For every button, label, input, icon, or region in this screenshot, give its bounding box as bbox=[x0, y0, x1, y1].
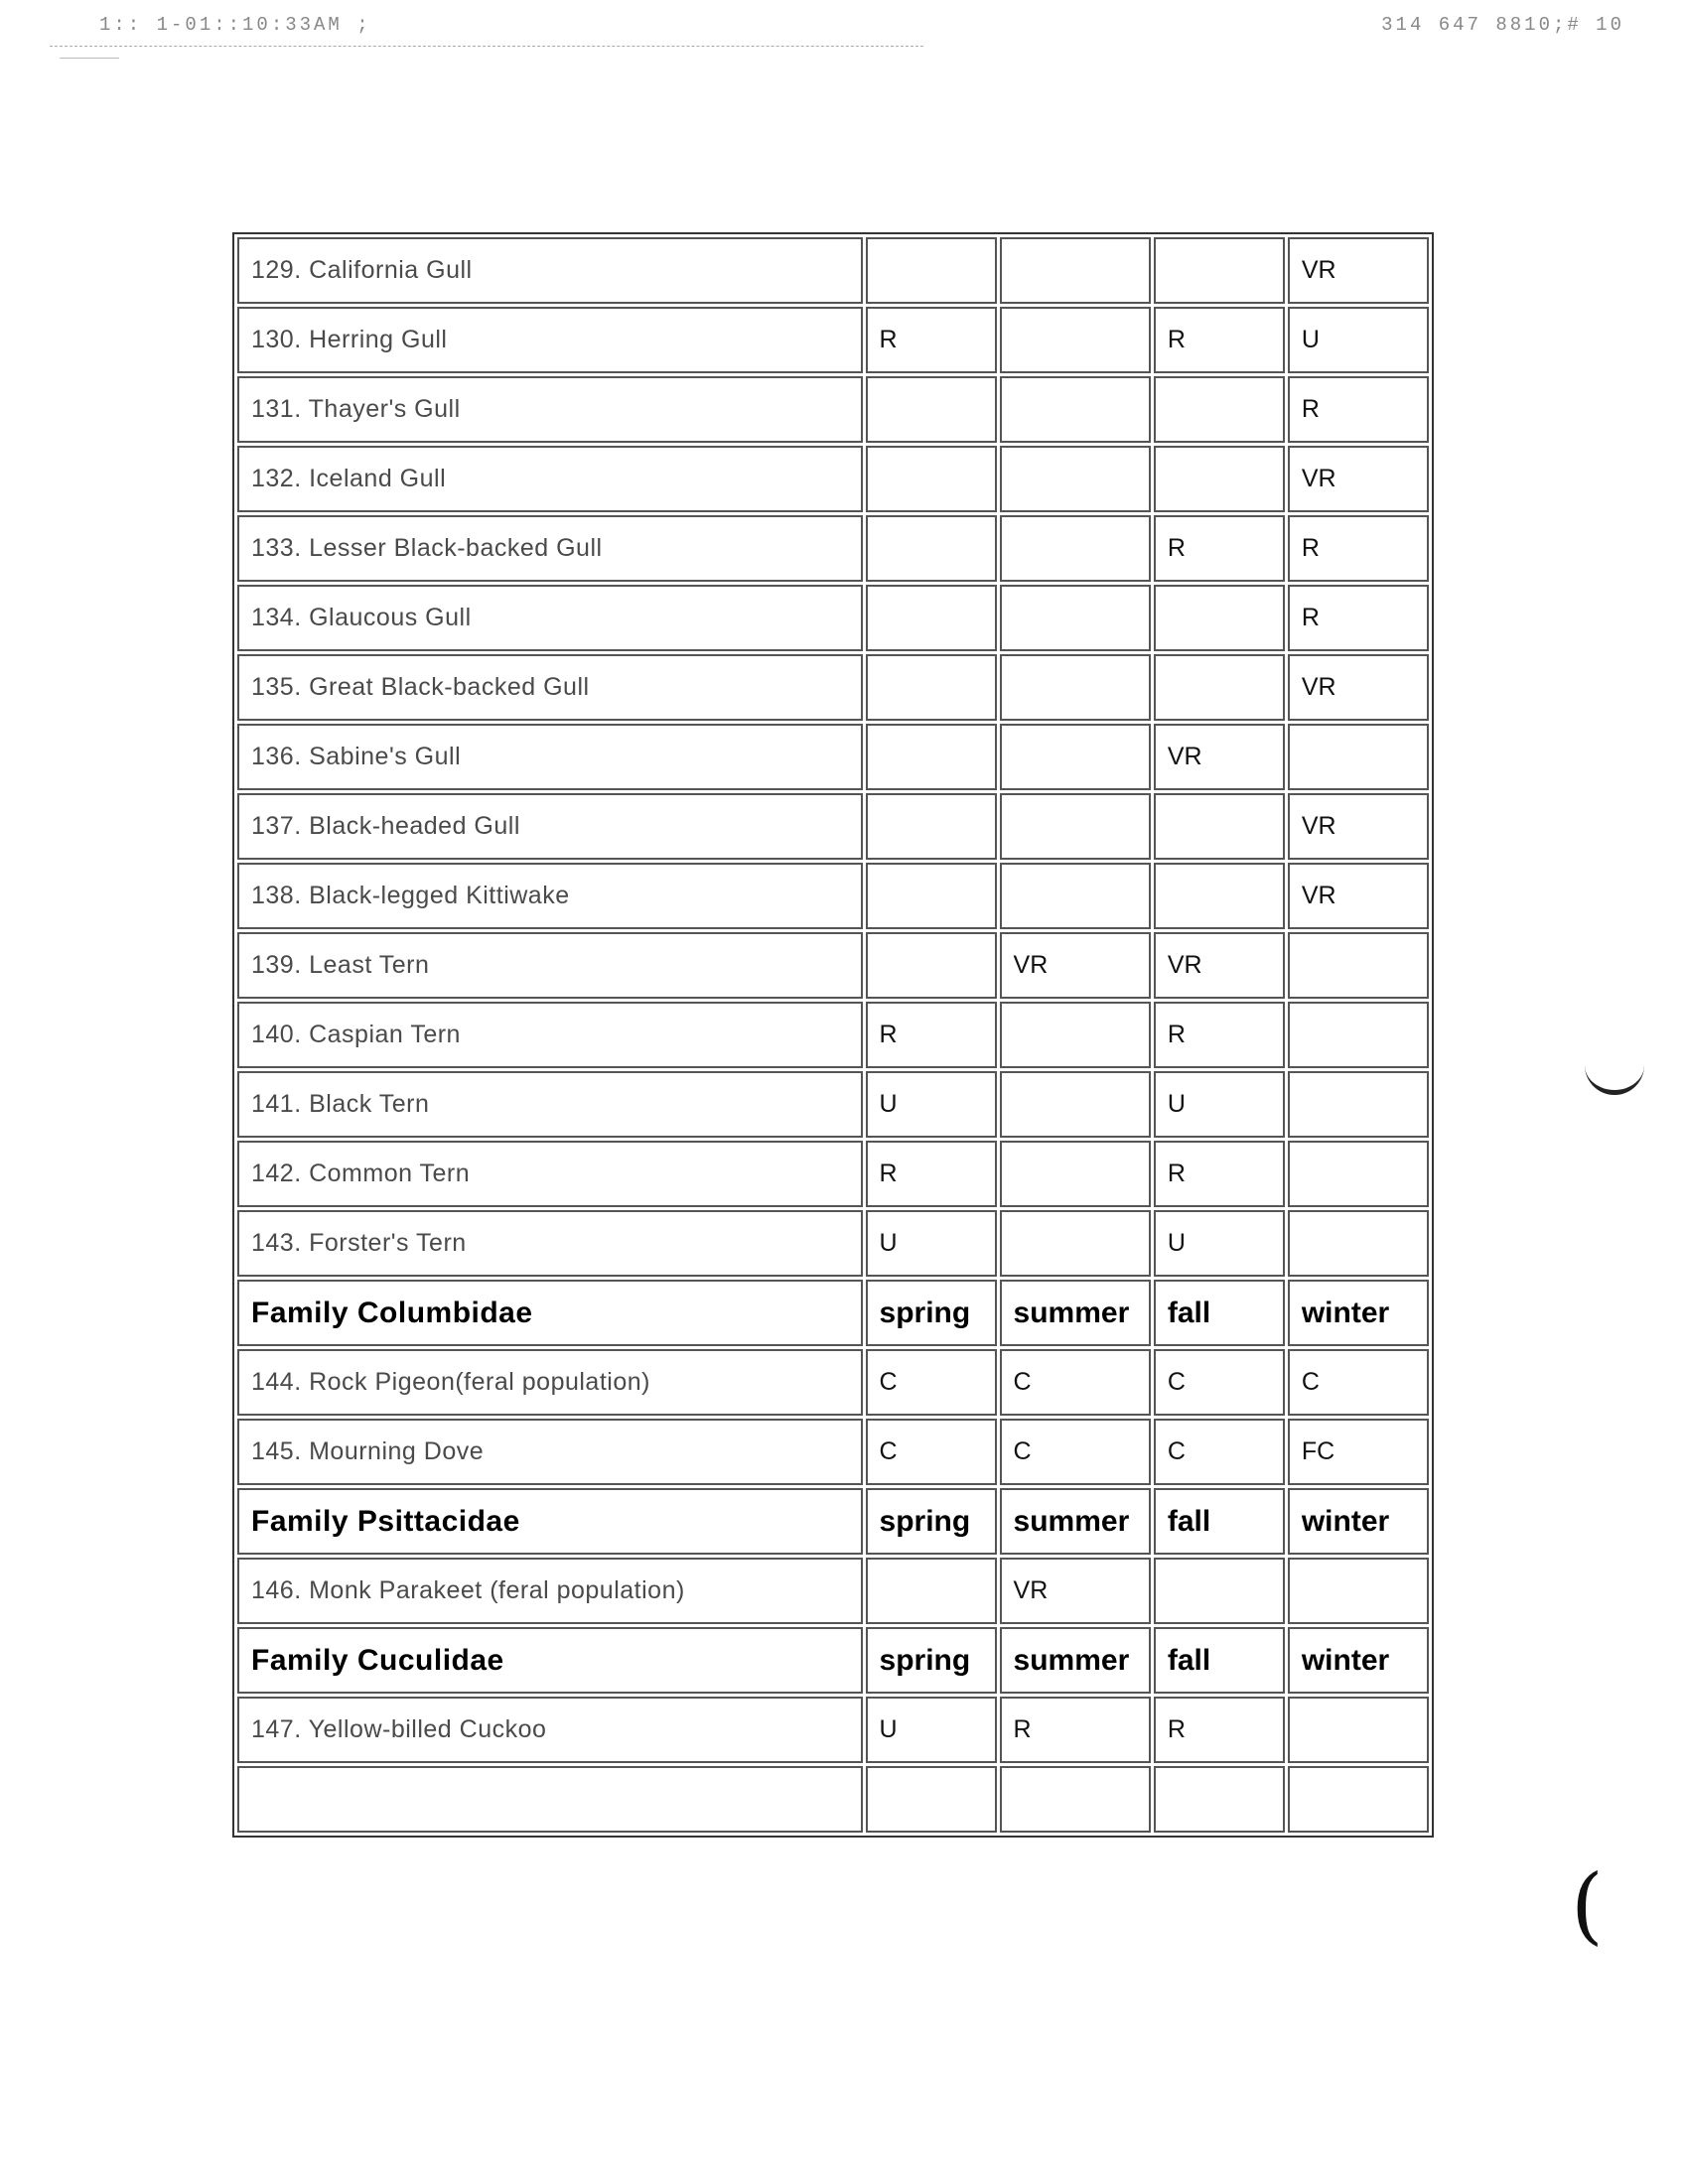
bird-table-body bbox=[237, 237, 1429, 1833]
fall-cell: R bbox=[1154, 307, 1285, 373]
species-name-cell: 145. Mourning Dove bbox=[237, 1419, 863, 1485]
fax-header-left: 1:: 1-01::10:33AM ; bbox=[99, 14, 371, 36]
summer-cell bbox=[1000, 1141, 1151, 1207]
spring-cell bbox=[866, 515, 997, 582]
summer-cell bbox=[1000, 1210, 1151, 1277]
summer-cell bbox=[1000, 863, 1151, 929]
summer-cell: summer bbox=[1000, 1627, 1151, 1694]
fax-header-rule-short bbox=[60, 58, 119, 59]
species-name-cell: 146. Monk Parakeet (feral population) bbox=[237, 1558, 863, 1624]
summer-cell bbox=[1000, 793, 1151, 860]
winter-cell: winter bbox=[1288, 1488, 1429, 1555]
fall-cell bbox=[1154, 1558, 1285, 1624]
species-name-cell: 141. Black Tern bbox=[237, 1071, 863, 1138]
species-name-cell: 140. Caspian Tern bbox=[237, 1002, 863, 1068]
species-row bbox=[237, 1766, 1429, 1833]
species-name-cell: 139. Least Tern bbox=[237, 932, 863, 999]
family-name-cell: Family Cuculidae bbox=[237, 1627, 863, 1694]
winter-cell: VR bbox=[1288, 237, 1429, 304]
summer-cell bbox=[1000, 446, 1151, 512]
fall-cell: fall bbox=[1154, 1280, 1285, 1346]
summer-cell: C bbox=[1000, 1419, 1151, 1485]
fall-cell: fall bbox=[1154, 1488, 1285, 1555]
fall-cell bbox=[1154, 585, 1285, 651]
fall-cell bbox=[1154, 446, 1285, 512]
species-row bbox=[237, 1697, 1429, 1763]
species-row bbox=[237, 1558, 1429, 1624]
scan-artifact-arc bbox=[1585, 1060, 1644, 1095]
species-name-cell: 147. Yellow-billed Cuckoo bbox=[237, 1697, 863, 1763]
winter-cell: VR bbox=[1288, 446, 1429, 512]
summer-cell bbox=[1000, 376, 1151, 443]
fall-cell bbox=[1154, 376, 1285, 443]
species-row bbox=[237, 446, 1429, 512]
spring-cell bbox=[866, 376, 997, 443]
summer-cell: VR bbox=[1000, 932, 1151, 999]
summer-cell bbox=[1000, 1071, 1151, 1138]
spring-cell bbox=[866, 446, 997, 512]
spring-cell bbox=[866, 863, 997, 929]
summer-cell bbox=[1000, 1002, 1151, 1068]
species-name-cell: 132. Iceland Gull bbox=[237, 446, 863, 512]
species-row bbox=[237, 237, 1429, 304]
spring-cell bbox=[866, 585, 997, 651]
winter-cell bbox=[1288, 1558, 1429, 1624]
spring-cell: C bbox=[866, 1419, 997, 1485]
spring-cell: R bbox=[866, 307, 997, 373]
species-row bbox=[237, 1419, 1429, 1485]
winter-cell bbox=[1288, 932, 1429, 999]
species-row bbox=[237, 376, 1429, 443]
species-row bbox=[237, 1349, 1429, 1416]
summer-cell: summer bbox=[1000, 1488, 1151, 1555]
winter-cell: R bbox=[1288, 515, 1429, 582]
winter-cell bbox=[1288, 1766, 1429, 1833]
summer-cell bbox=[1000, 724, 1151, 790]
fall-cell: R bbox=[1154, 1697, 1285, 1763]
winter-cell bbox=[1288, 1697, 1429, 1763]
species-name-cell: 143. Forster's Tern bbox=[237, 1210, 863, 1277]
spring-cell bbox=[866, 654, 997, 721]
winter-cell: winter bbox=[1288, 1280, 1429, 1346]
species-name-cell bbox=[237, 1766, 863, 1833]
summer-cell: R bbox=[1000, 1697, 1151, 1763]
fall-cell: C bbox=[1154, 1349, 1285, 1416]
spring-cell: R bbox=[866, 1002, 997, 1068]
species-name-cell: 136. Sabine's Gull bbox=[237, 724, 863, 790]
species-name-cell: 129. California Gull bbox=[237, 237, 863, 304]
spring-cell: spring bbox=[866, 1627, 997, 1694]
fall-cell: R bbox=[1154, 1141, 1285, 1207]
summer-cell: VR bbox=[1000, 1558, 1151, 1624]
species-row bbox=[237, 1210, 1429, 1277]
winter-cell: R bbox=[1288, 376, 1429, 443]
spring-cell: C bbox=[866, 1349, 997, 1416]
fall-cell bbox=[1154, 237, 1285, 304]
fall-cell bbox=[1154, 654, 1285, 721]
species-name-cell: 133. Lesser Black-backed Gull bbox=[237, 515, 863, 582]
winter-cell bbox=[1288, 1071, 1429, 1138]
species-row bbox=[237, 793, 1429, 860]
fax-header bbox=[0, 14, 1684, 64]
family-header-row bbox=[237, 1627, 1429, 1694]
winter-cell: R bbox=[1288, 585, 1429, 651]
fall-cell: U bbox=[1154, 1210, 1285, 1277]
winter-cell: VR bbox=[1288, 654, 1429, 721]
spring-cell bbox=[866, 724, 997, 790]
species-row bbox=[237, 307, 1429, 373]
winter-cell bbox=[1288, 724, 1429, 790]
spring-cell: R bbox=[866, 1141, 997, 1207]
species-row bbox=[237, 1141, 1429, 1207]
family-header-row bbox=[237, 1488, 1429, 1555]
winter-cell: FC bbox=[1288, 1419, 1429, 1485]
species-row bbox=[237, 724, 1429, 790]
family-header-row bbox=[237, 1280, 1429, 1346]
winter-cell bbox=[1288, 1141, 1429, 1207]
species-name-cell: 134. Glaucous Gull bbox=[237, 585, 863, 651]
species-name-cell: 137. Black-headed Gull bbox=[237, 793, 863, 860]
fall-cell: fall bbox=[1154, 1627, 1285, 1694]
fall-cell bbox=[1154, 863, 1285, 929]
summer-cell: summer bbox=[1000, 1280, 1151, 1346]
summer-cell: C bbox=[1000, 1349, 1151, 1416]
species-row bbox=[237, 863, 1429, 929]
spring-cell: U bbox=[866, 1210, 997, 1277]
species-name-cell: 142. Common Tern bbox=[237, 1141, 863, 1207]
species-name-cell: 144. Rock Pigeon(feral population) bbox=[237, 1349, 863, 1416]
summer-cell bbox=[1000, 237, 1151, 304]
summer-cell bbox=[1000, 1766, 1151, 1833]
spring-cell bbox=[866, 932, 997, 999]
summer-cell bbox=[1000, 654, 1151, 721]
fall-cell: R bbox=[1154, 1002, 1285, 1068]
species-name-cell: 130. Herring Gull bbox=[237, 307, 863, 373]
family-name-cell: Family Columbidae bbox=[237, 1280, 863, 1346]
species-row bbox=[237, 1071, 1429, 1138]
fall-cell: R bbox=[1154, 515, 1285, 582]
winter-cell: U bbox=[1288, 307, 1429, 373]
spring-cell: U bbox=[866, 1697, 997, 1763]
fall-cell: C bbox=[1154, 1419, 1285, 1485]
winter-cell: C bbox=[1288, 1349, 1429, 1416]
winter-cell: winter bbox=[1288, 1627, 1429, 1694]
winter-cell: VR bbox=[1288, 863, 1429, 929]
spring-cell bbox=[866, 1766, 997, 1833]
fall-cell: VR bbox=[1154, 932, 1285, 999]
fall-cell bbox=[1154, 1766, 1285, 1833]
fax-header-right: 314 647 8810;# 10 bbox=[1381, 14, 1624, 36]
fall-cell bbox=[1154, 793, 1285, 860]
summer-cell bbox=[1000, 307, 1151, 373]
family-name-cell: Family Psittacidae bbox=[237, 1488, 863, 1555]
fax-header-rule bbox=[50, 46, 923, 47]
spring-cell: U bbox=[866, 1071, 997, 1138]
spring-cell bbox=[866, 237, 997, 304]
species-row bbox=[237, 585, 1429, 651]
species-name-cell: 138. Black-legged Kittiwake bbox=[237, 863, 863, 929]
summer-cell bbox=[1000, 515, 1151, 582]
species-row bbox=[237, 515, 1429, 582]
winter-cell bbox=[1288, 1210, 1429, 1277]
spring-cell: spring bbox=[866, 1280, 997, 1346]
species-name-cell: 135. Great Black-backed Gull bbox=[237, 654, 863, 721]
species-name-cell: 131. Thayer's Gull bbox=[237, 376, 863, 443]
spring-cell bbox=[866, 1558, 997, 1624]
spring-cell: spring bbox=[866, 1488, 997, 1555]
species-row bbox=[237, 932, 1429, 999]
fall-cell: VR bbox=[1154, 724, 1285, 790]
species-row bbox=[237, 1002, 1429, 1068]
species-row bbox=[237, 654, 1429, 721]
winter-cell: VR bbox=[1288, 793, 1429, 860]
scan-artifact-crescent: ( bbox=[1571, 1856, 1604, 1954]
winter-cell bbox=[1288, 1002, 1429, 1068]
fall-cell: U bbox=[1154, 1071, 1285, 1138]
bird-seasonal-table bbox=[232, 232, 1434, 1838]
spring-cell bbox=[866, 793, 997, 860]
summer-cell bbox=[1000, 585, 1151, 651]
